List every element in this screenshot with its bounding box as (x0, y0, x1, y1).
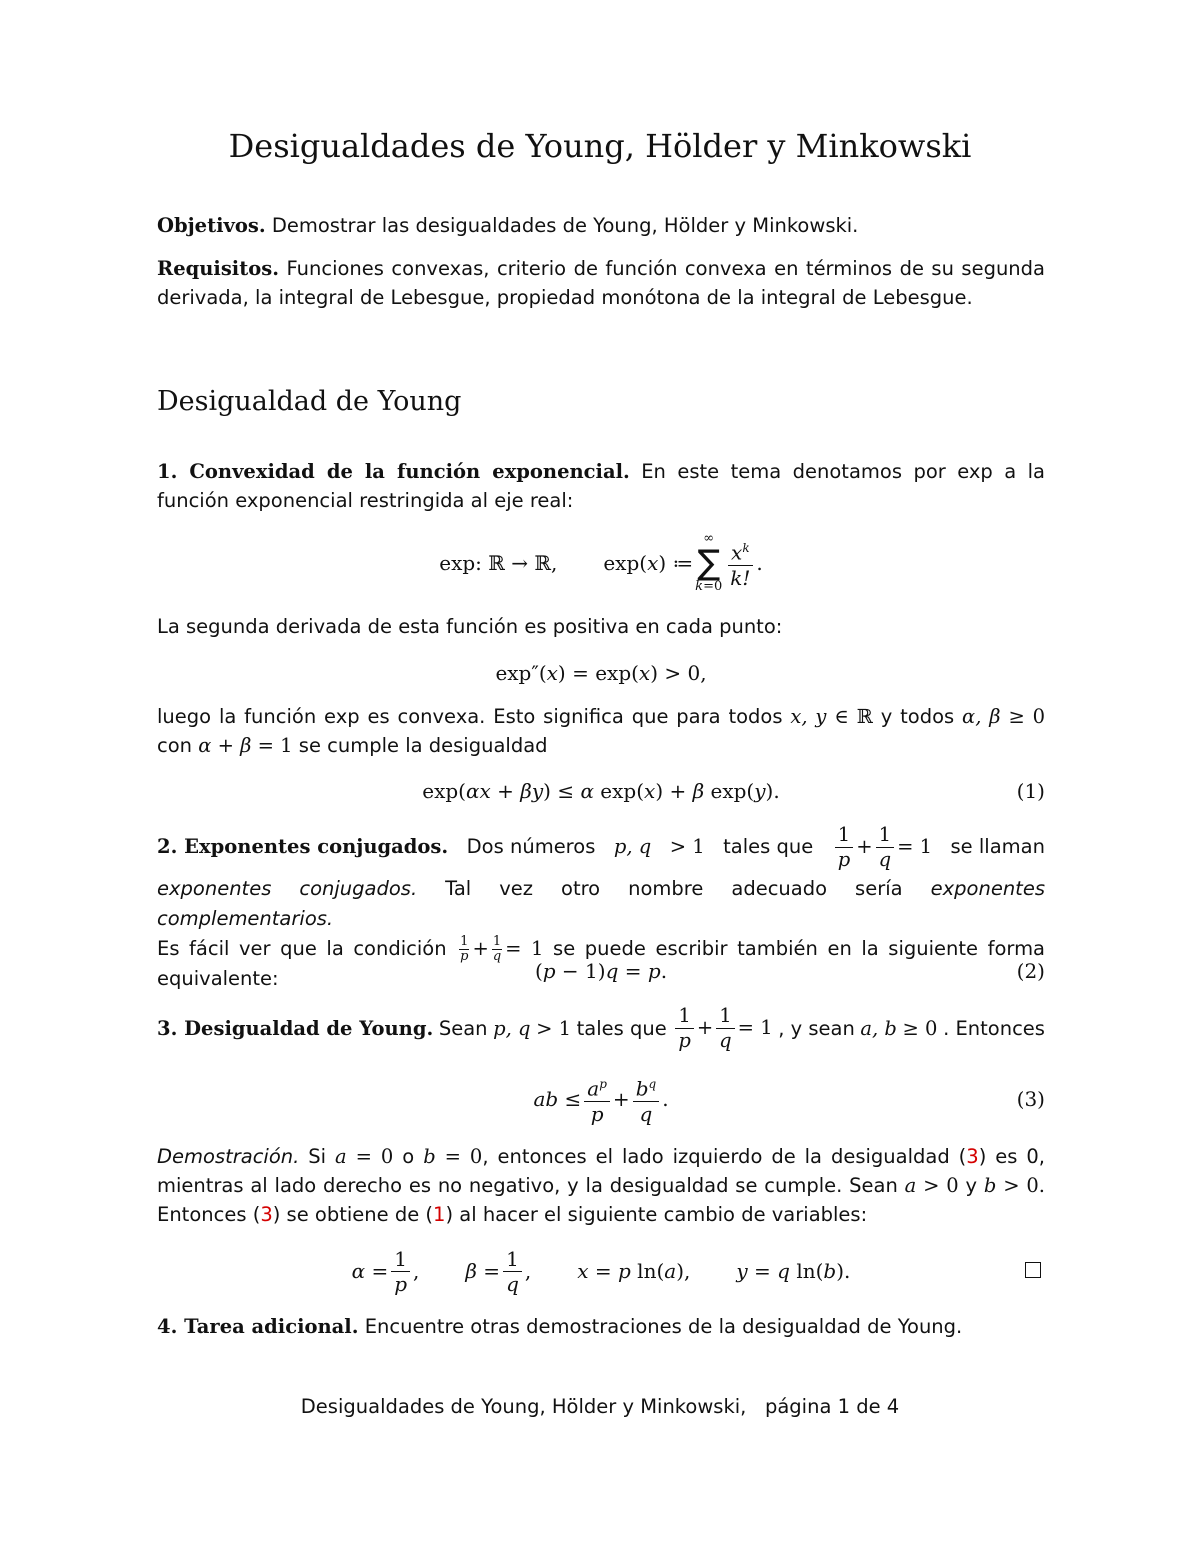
section-title: Desigualdad de Young (157, 386, 462, 417)
item1-paragraph (157, 457, 1045, 515)
proof-paragraph: Demostración. Si a = 0 o b = 0, entonces el lado izquierdo de la desigualdad (3) es 0, mientras al lado derecho es no negativo, y la desigualdad se cumple. Sean a > 0 y b > 0. Entonces (3) se obtiene de (1) al hacer el siguiente cambio de variables: (157, 1145, 1045, 1226)
equation-number-2: (2) (1016, 959, 1045, 983)
requirements-label: Requisitos. (157, 257, 279, 280)
item3-label: 3. Desigualdad de Young. (157, 1016, 434, 1040)
page-number: página 1 de 4 (764, 1395, 900, 1418)
item1-label: 1. Convexidad de la función exponencial. (157, 460, 630, 483)
requirements-text: Funciones convexas, criterio de función convexa en términos de su segunda derivada, la integral de Lebesgue, propiedad monótona de la integral de Lebesgue. (157, 257, 1045, 309)
item4-label: 4. Tarea adicional. (157, 1315, 359, 1338)
item4-text: Encuentre otras demostraciones de la desigualdad de Young. (364, 1315, 963, 1338)
convexity-equation: exp(αx + βy) ≤ α exp(x) + β exp(y). (1) (422, 779, 1045, 803)
objectives-label: Objetivos. (157, 214, 266, 237)
page-title: Desigualdades de Young, Hölder y Minkowski (228, 127, 972, 165)
conjugate-equation: (p − 1)q = p. (2) (534, 959, 1045, 983)
item3-paragraph: 3. Desigualdad de Young. Sean p, q > 1 tales que $\frac{1}{p}$ + $\frac{1}{q}$ = 1 , y sean a, b ≥ 0 . Entonces (157, 1003, 1045, 1052)
equation-ref-1[interactable]: 1 (433, 1203, 446, 1226)
proof-label: Demostración. (157, 1145, 300, 1168)
exp-definition-equation: exp: ℝ → ℝ, exp(x) ≔ ∞ ∑ k=0 $\frac{x^k}{k!}$ . (439, 531, 763, 594)
qed-square-icon (1025, 1262, 1041, 1278)
footer-title: Desigualdades de Young, Hölder y Minkowski, (300, 1395, 747, 1418)
objectives-paragraph (157, 211, 1045, 240)
item1-text2: La segunda derivada de esta función es positiva en cada punto: (157, 615, 783, 638)
equation-number-3: (3) (1016, 1087, 1045, 1111)
substitution-equation: α = $\frac{1}{p}$ , β = $\frac{1}{q}$ , x = p ln(a), y = q ln(b). (157, 1240, 1045, 1302)
item4-paragraph (157, 1312, 1045, 1341)
item1-text3: luego la función exp es convexa. Esto significa que para todos x, y ∈ ℝ y todos α, β ≥ 0 con α + β = 1 se cumple la desigualdad (157, 705, 1046, 757)
objectives-text: Demostrar las desigualdades de Young, Hölder y Minkowski. (271, 214, 859, 237)
item1-text: En este tema denotamos por exp a la función exponencial restringida al eje real: (157, 460, 1045, 512)
equation-ref-3b[interactable]: 3 (260, 1203, 273, 1226)
term-conjugate-exponents: exponentes conjugados. (157, 877, 418, 900)
equation-number-1: (1) (1016, 779, 1045, 803)
requirements-paragraph (157, 254, 1045, 312)
page-footer (0, 1393, 1200, 1421)
equation-ref-3[interactable]: 3 (966, 1145, 979, 1168)
item2-paragraph: 2. Exponentes conjugados. Dos números p, q > 1 tales que $\frac{1}{p}$ + $\frac{1}{q}$ = 1 se llaman exponentes conjugados. Tal vez otro nombre adecuado sería exponentes complementarios. Es fácil ver que la condición $\frac{1}{p}$ + $\frac{1}{q}$ = 1 se puede escribir también en la siguiente forma equivalente: (157, 822, 1046, 990)
second-derivative-equation: exp″(x) = exp(x) > 0, (495, 661, 707, 685)
young-inequality-equation: ab ≤ $\frac{a^p}{p}$ + $\frac{b^q}{q}$ . (3) (157, 1068, 1045, 1130)
term-complementary-exponents: exponentes complementarios. (157, 877, 1045, 930)
item2-label: 2. Exponentes conjugados. (157, 835, 449, 858)
